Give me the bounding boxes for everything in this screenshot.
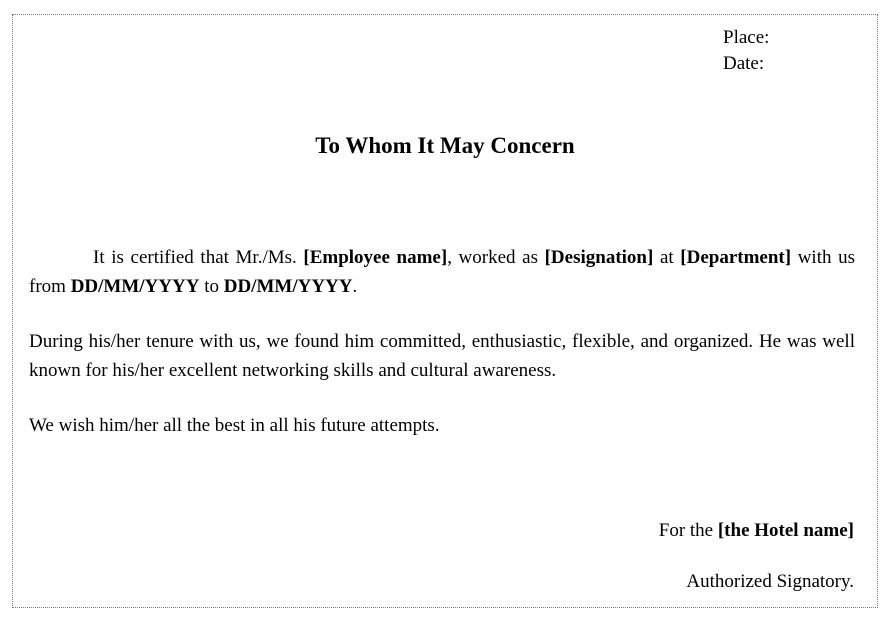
- signature-for-line: [659, 517, 854, 545]
- tenure-paragraph: During his/her tenure with us, we found him committed, enthusiastic, flexible, and organized. He was well known for his/her excellent networking skills and cultural awareness.: [29, 331, 855, 381]
- for-prefix: For the: [658, 520, 718, 541]
- date-to-placeholder: DD/MM/YYYY: [223, 276, 353, 297]
- department-placeholder: [Department]: [680, 247, 792, 268]
- place-date-block: [723, 25, 769, 77]
- document-page: [12, 14, 878, 608]
- authorized-signatory: Authorized Signatory.: [686, 571, 854, 592]
- hotel-name-placeholder: [the Hotel name]: [717, 520, 854, 541]
- date-label: Date:: [723, 53, 765, 74]
- p1-text-2: , worked as: [447, 247, 545, 268]
- p1-text-1: It is certified that Mr./Ms.: [93, 247, 304, 268]
- place-label: Place:: [723, 27, 770, 48]
- designation-placeholder: [Designation]: [544, 247, 654, 268]
- certification-paragraph: [29, 243, 855, 301]
- p1-text-3: at: [653, 247, 681, 268]
- p1-text-6: .: [352, 276, 358, 297]
- p1-text-5: to: [199, 276, 224, 297]
- employee-name-placeholder: [Employee name]: [303, 247, 448, 268]
- date-from-placeholder: DD/MM/YYYY: [70, 276, 200, 297]
- p1-text-4: with us from: [29, 247, 855, 297]
- wishes-paragraph: We wish him/her all the best in all his future attempts.: [29, 415, 440, 436]
- letter-title: To Whom It May Concern: [315, 133, 575, 158]
